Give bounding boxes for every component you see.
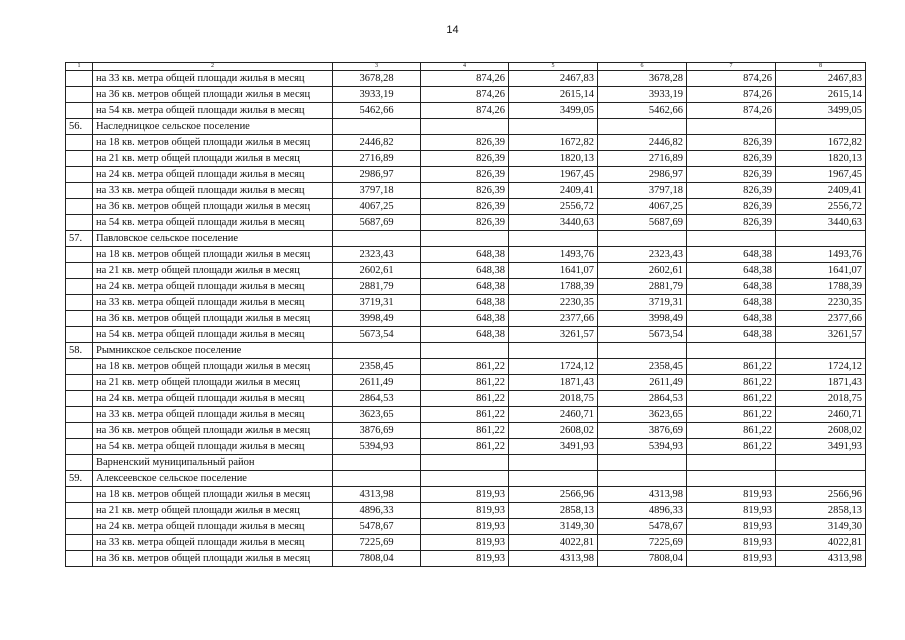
value-cell bbox=[509, 471, 598, 487]
column-number: 3 bbox=[333, 63, 421, 71]
value-cell bbox=[776, 343, 866, 359]
value-cell: 648,38 bbox=[687, 327, 776, 343]
row-number-cell bbox=[66, 199, 93, 215]
description-cell: на 24 кв. метра общей площади жилья в месяц bbox=[93, 519, 333, 535]
value-cell: 3491,93 bbox=[776, 439, 866, 455]
row-number-cell bbox=[66, 423, 93, 439]
value-cell: 4022,81 bbox=[509, 535, 598, 551]
description-cell: на 33 кв. метра общей площади жилья в месяц bbox=[93, 535, 333, 551]
value-cell: 2881,79 bbox=[333, 279, 421, 295]
row-number-cell bbox=[66, 455, 93, 471]
value-cell: 1641,07 bbox=[776, 263, 866, 279]
table-row bbox=[66, 215, 866, 231]
description-cell: на 21 кв. метр общей площади жилья в месяц bbox=[93, 503, 333, 519]
value-cell bbox=[509, 119, 598, 135]
table-row bbox=[66, 487, 866, 503]
value-cell bbox=[509, 231, 598, 247]
value-cell bbox=[421, 455, 509, 471]
value-cell: 1967,45 bbox=[776, 167, 866, 183]
row-number-cell bbox=[66, 551, 93, 567]
table-row bbox=[66, 391, 866, 407]
column-number: 8 bbox=[776, 63, 866, 71]
table-row bbox=[66, 87, 866, 103]
value-cell: 819,93 bbox=[421, 519, 509, 535]
value-cell bbox=[598, 343, 687, 359]
value-cell: 2230,35 bbox=[509, 295, 598, 311]
value-cell bbox=[687, 455, 776, 471]
value-cell: 2858,13 bbox=[509, 503, 598, 519]
value-cell: 3998,49 bbox=[598, 311, 687, 327]
row-number-cell bbox=[66, 391, 93, 407]
value-cell: 4896,33 bbox=[333, 503, 421, 519]
row-number-cell bbox=[66, 167, 93, 183]
description-cell: на 54 кв. метра общей площади жилья в месяц bbox=[93, 327, 333, 343]
row-number-cell bbox=[66, 407, 93, 423]
row-number-cell bbox=[66, 71, 93, 87]
description-cell: Варненский муниципальный район bbox=[93, 455, 333, 471]
description-cell: на 54 кв. метра общей площади жилья в месяц bbox=[93, 103, 333, 119]
value-cell bbox=[776, 231, 866, 247]
value-cell: 861,22 bbox=[421, 375, 509, 391]
table-row bbox=[66, 375, 866, 391]
value-cell: 4313,98 bbox=[333, 487, 421, 503]
value-cell bbox=[421, 471, 509, 487]
value-cell: 826,39 bbox=[687, 135, 776, 151]
description-cell: на 54 кв. метра общей площади жилья в месяц bbox=[93, 439, 333, 455]
value-cell: 1672,82 bbox=[776, 135, 866, 151]
value-cell: 2018,75 bbox=[776, 391, 866, 407]
value-cell: 861,22 bbox=[687, 439, 776, 455]
column-number-row bbox=[66, 63, 866, 71]
row-number-cell bbox=[66, 247, 93, 263]
value-cell bbox=[421, 343, 509, 359]
table-row bbox=[66, 503, 866, 519]
value-cell: 648,38 bbox=[687, 247, 776, 263]
value-cell: 5687,69 bbox=[333, 215, 421, 231]
row-number-cell bbox=[66, 151, 93, 167]
value-cell: 3678,28 bbox=[598, 71, 687, 87]
value-cell: 826,39 bbox=[421, 135, 509, 151]
description-cell: на 36 кв. метров общей площади жилья в месяц bbox=[93, 311, 333, 327]
value-cell: 861,22 bbox=[687, 375, 776, 391]
value-cell: 819,93 bbox=[421, 487, 509, 503]
value-cell: 861,22 bbox=[421, 391, 509, 407]
value-cell: 3261,57 bbox=[509, 327, 598, 343]
value-cell bbox=[598, 119, 687, 135]
table-row bbox=[66, 295, 866, 311]
value-cell: 1820,13 bbox=[509, 151, 598, 167]
value-cell bbox=[598, 455, 687, 471]
value-cell: 2986,97 bbox=[598, 167, 687, 183]
row-number-cell bbox=[66, 103, 93, 119]
description-cell: на 21 кв. метр общей площади жилья в месяц bbox=[93, 151, 333, 167]
table-row bbox=[66, 519, 866, 535]
row-number-cell bbox=[66, 183, 93, 199]
value-cell: 2611,49 bbox=[598, 375, 687, 391]
value-cell: 5462,66 bbox=[333, 103, 421, 119]
value-cell: 1788,39 bbox=[509, 279, 598, 295]
description-cell: на 24 кв. метра общей площади жилья в месяц bbox=[93, 167, 333, 183]
value-cell: 3149,30 bbox=[509, 519, 598, 535]
value-cell: 3623,65 bbox=[598, 407, 687, 423]
value-cell: 874,26 bbox=[687, 87, 776, 103]
value-cell: 5478,67 bbox=[598, 519, 687, 535]
value-cell: 2323,43 bbox=[598, 247, 687, 263]
tariff-table bbox=[65, 62, 866, 567]
value-cell bbox=[687, 471, 776, 487]
value-cell: 2864,53 bbox=[598, 391, 687, 407]
value-cell: 819,93 bbox=[687, 535, 776, 551]
value-cell: 2446,82 bbox=[333, 135, 421, 151]
value-cell: 1820,13 bbox=[776, 151, 866, 167]
value-cell bbox=[687, 119, 776, 135]
value-cell: 826,39 bbox=[687, 151, 776, 167]
value-cell: 648,38 bbox=[421, 263, 509, 279]
row-number-cell bbox=[66, 503, 93, 519]
column-number: 1 bbox=[66, 63, 93, 71]
value-cell: 826,39 bbox=[421, 215, 509, 231]
value-cell: 2556,72 bbox=[509, 199, 598, 215]
table-row bbox=[66, 343, 866, 359]
value-cell: 861,22 bbox=[687, 391, 776, 407]
value-cell: 874,26 bbox=[687, 71, 776, 87]
value-cell: 648,38 bbox=[687, 295, 776, 311]
value-cell: 5394,93 bbox=[598, 439, 687, 455]
value-cell: 3491,93 bbox=[509, 439, 598, 455]
row-number-cell bbox=[66, 375, 93, 391]
value-cell bbox=[509, 343, 598, 359]
value-cell: 2858,13 bbox=[776, 503, 866, 519]
table-row bbox=[66, 327, 866, 343]
value-cell: 2409,41 bbox=[776, 183, 866, 199]
value-cell: 7808,04 bbox=[598, 551, 687, 567]
value-cell: 861,22 bbox=[421, 439, 509, 455]
value-cell: 826,39 bbox=[687, 215, 776, 231]
value-cell: 2881,79 bbox=[598, 279, 687, 295]
value-cell: 2377,66 bbox=[776, 311, 866, 327]
value-cell: 1672,82 bbox=[509, 135, 598, 151]
value-cell: 1493,76 bbox=[776, 247, 866, 263]
description-cell: на 18 кв. метров общей площади жилья в месяц bbox=[93, 487, 333, 503]
description-cell: на 54 кв. метра общей площади жилья в месяц bbox=[93, 215, 333, 231]
value-cell: 874,26 bbox=[421, 103, 509, 119]
description-cell: на 21 кв. метр общей площади жилья в месяц bbox=[93, 263, 333, 279]
value-cell: 2556,72 bbox=[776, 199, 866, 215]
table-row bbox=[66, 455, 866, 471]
value-cell: 648,38 bbox=[421, 279, 509, 295]
value-cell: 819,93 bbox=[421, 551, 509, 567]
value-cell: 819,93 bbox=[687, 487, 776, 503]
value-cell: 648,38 bbox=[421, 247, 509, 263]
value-cell: 3440,63 bbox=[509, 215, 598, 231]
column-number: 7 bbox=[687, 63, 776, 71]
value-cell bbox=[687, 231, 776, 247]
value-cell bbox=[776, 119, 866, 135]
value-cell: 5462,66 bbox=[598, 103, 687, 119]
value-cell: 861,22 bbox=[421, 407, 509, 423]
row-number-cell: 58. bbox=[66, 343, 93, 359]
value-cell: 648,38 bbox=[421, 327, 509, 343]
page-number: 14 bbox=[446, 24, 459, 36]
value-cell: 5673,54 bbox=[598, 327, 687, 343]
value-cell: 861,22 bbox=[421, 423, 509, 439]
value-cell: 7225,69 bbox=[333, 535, 421, 551]
value-cell: 3933,19 bbox=[598, 87, 687, 103]
value-cell: 2716,89 bbox=[333, 151, 421, 167]
value-cell: 2986,97 bbox=[333, 167, 421, 183]
row-number-cell bbox=[66, 295, 93, 311]
value-cell: 5673,54 bbox=[333, 327, 421, 343]
column-number: 4 bbox=[421, 63, 509, 71]
table-row bbox=[66, 151, 866, 167]
value-cell: 819,93 bbox=[687, 503, 776, 519]
table-row bbox=[66, 119, 866, 135]
value-cell: 4022,81 bbox=[776, 535, 866, 551]
value-cell: 819,93 bbox=[687, 551, 776, 567]
value-cell: 2566,96 bbox=[776, 487, 866, 503]
table-row bbox=[66, 135, 866, 151]
value-cell: 3797,18 bbox=[598, 183, 687, 199]
value-cell: 2602,61 bbox=[598, 263, 687, 279]
value-cell: 2467,83 bbox=[509, 71, 598, 87]
row-number-cell bbox=[66, 327, 93, 343]
value-cell: 2608,02 bbox=[776, 423, 866, 439]
value-cell: 3797,18 bbox=[333, 183, 421, 199]
value-cell: 3998,49 bbox=[333, 311, 421, 327]
value-cell: 648,38 bbox=[687, 311, 776, 327]
row-number-cell bbox=[66, 439, 93, 455]
value-cell: 874,26 bbox=[421, 87, 509, 103]
row-number-cell bbox=[66, 215, 93, 231]
value-cell bbox=[333, 471, 421, 487]
value-cell: 3876,69 bbox=[333, 423, 421, 439]
row-number-cell bbox=[66, 487, 93, 503]
row-number-cell bbox=[66, 263, 93, 279]
value-cell bbox=[421, 119, 509, 135]
value-cell bbox=[776, 455, 866, 471]
value-cell: 3149,30 bbox=[776, 519, 866, 535]
value-cell: 1724,12 bbox=[776, 359, 866, 375]
table-row bbox=[66, 439, 866, 455]
value-cell: 3440,63 bbox=[776, 215, 866, 231]
description-cell: на 36 кв. метров общей площади жилья в месяц bbox=[93, 551, 333, 567]
description-cell: на 33 кв. метра общей площади жилья в месяц bbox=[93, 183, 333, 199]
value-cell: 826,39 bbox=[421, 167, 509, 183]
value-cell: 1724,12 bbox=[509, 359, 598, 375]
value-cell: 1871,43 bbox=[776, 375, 866, 391]
value-cell: 2611,49 bbox=[333, 375, 421, 391]
value-cell: 5478,67 bbox=[333, 519, 421, 535]
description-cell: на 36 кв. метров общей площади жилья в месяц bbox=[93, 87, 333, 103]
value-cell: 648,38 bbox=[421, 295, 509, 311]
value-cell: 5394,93 bbox=[333, 439, 421, 455]
value-cell: 861,22 bbox=[687, 359, 776, 375]
value-cell bbox=[509, 455, 598, 471]
table-row bbox=[66, 231, 866, 247]
value-cell: 2602,61 bbox=[333, 263, 421, 279]
value-cell bbox=[598, 231, 687, 247]
value-cell bbox=[776, 471, 866, 487]
value-cell: 2566,96 bbox=[509, 487, 598, 503]
value-cell bbox=[333, 119, 421, 135]
description-cell: Рымникское сельское поселение bbox=[93, 343, 333, 359]
value-cell: 2018,75 bbox=[509, 391, 598, 407]
table-row bbox=[66, 263, 866, 279]
row-number-cell bbox=[66, 519, 93, 535]
value-cell: 2460,71 bbox=[776, 407, 866, 423]
table-row bbox=[66, 551, 866, 567]
value-cell: 2615,14 bbox=[509, 87, 598, 103]
value-cell: 861,22 bbox=[687, 407, 776, 423]
table-row bbox=[66, 247, 866, 263]
value-cell: 819,93 bbox=[421, 503, 509, 519]
value-cell: 1967,45 bbox=[509, 167, 598, 183]
description-cell: на 33 кв. метра общей площади жилья в месяц bbox=[93, 295, 333, 311]
table-row bbox=[66, 359, 866, 375]
row-number-cell bbox=[66, 311, 93, 327]
value-cell: 2358,45 bbox=[333, 359, 421, 375]
row-number-cell: 57. bbox=[66, 231, 93, 247]
value-cell: 2409,41 bbox=[509, 183, 598, 199]
value-cell: 874,26 bbox=[687, 103, 776, 119]
value-cell: 1493,76 bbox=[509, 247, 598, 263]
value-cell: 3261,57 bbox=[776, 327, 866, 343]
value-cell: 1641,07 bbox=[509, 263, 598, 279]
row-number-cell: 56. bbox=[66, 119, 93, 135]
table-row bbox=[66, 423, 866, 439]
table-row bbox=[66, 279, 866, 295]
description-cell: на 36 кв. метров общей площади жилья в месяц bbox=[93, 423, 333, 439]
row-number-cell bbox=[66, 135, 93, 151]
description-cell: на 24 кв. метра общей площади жилья в месяц bbox=[93, 279, 333, 295]
value-cell: 2467,83 bbox=[776, 71, 866, 87]
value-cell: 4067,25 bbox=[598, 199, 687, 215]
description-cell: на 33 кв. метра общей площади жилья в месяц bbox=[93, 407, 333, 423]
table-row bbox=[66, 103, 866, 119]
description-cell: на 24 кв. метра общей площади жилья в месяц bbox=[93, 391, 333, 407]
value-cell: 1871,43 bbox=[509, 375, 598, 391]
row-number-cell bbox=[66, 535, 93, 551]
description-cell: на 33 кв. метра общей площади жилья в месяц bbox=[93, 71, 333, 87]
value-cell: 2716,89 bbox=[598, 151, 687, 167]
value-cell: 648,38 bbox=[687, 263, 776, 279]
value-cell: 819,93 bbox=[687, 519, 776, 535]
table-row bbox=[66, 311, 866, 327]
value-cell: 4896,33 bbox=[598, 503, 687, 519]
value-cell: 826,39 bbox=[421, 199, 509, 215]
value-cell: 3499,05 bbox=[509, 103, 598, 119]
value-cell: 4313,98 bbox=[598, 487, 687, 503]
column-number: 5 bbox=[509, 63, 598, 71]
value-cell: 4313,98 bbox=[509, 551, 598, 567]
value-cell: 2323,43 bbox=[333, 247, 421, 263]
value-cell: 4067,25 bbox=[333, 199, 421, 215]
description-cell: Алексеевское сельское поселение bbox=[93, 471, 333, 487]
row-number-cell bbox=[66, 359, 93, 375]
row-number-cell: 59. bbox=[66, 471, 93, 487]
value-cell: 2446,82 bbox=[598, 135, 687, 151]
value-cell: 826,39 bbox=[687, 167, 776, 183]
table-body bbox=[66, 63, 866, 567]
value-cell: 3499,05 bbox=[776, 103, 866, 119]
value-cell bbox=[333, 455, 421, 471]
value-cell: 3876,69 bbox=[598, 423, 687, 439]
value-cell: 3719,31 bbox=[333, 295, 421, 311]
row-number-cell bbox=[66, 279, 93, 295]
value-cell: 2377,66 bbox=[509, 311, 598, 327]
value-cell: 5687,69 bbox=[598, 215, 687, 231]
description-cell: Павловское сельское поселение bbox=[93, 231, 333, 247]
table-row bbox=[66, 471, 866, 487]
value-cell: 2608,02 bbox=[509, 423, 598, 439]
description-cell: на 21 кв. метр общей площади жилья в месяц bbox=[93, 375, 333, 391]
value-cell: 7808,04 bbox=[333, 551, 421, 567]
value-cell: 826,39 bbox=[687, 183, 776, 199]
value-cell: 7225,69 bbox=[598, 535, 687, 551]
value-cell bbox=[687, 343, 776, 359]
value-cell: 4313,98 bbox=[776, 551, 866, 567]
value-cell: 874,26 bbox=[421, 71, 509, 87]
table-row bbox=[66, 535, 866, 551]
value-cell: 3719,31 bbox=[598, 295, 687, 311]
value-cell: 861,22 bbox=[421, 359, 509, 375]
value-cell: 2230,35 bbox=[776, 295, 866, 311]
value-cell: 3678,28 bbox=[333, 71, 421, 87]
row-number-cell bbox=[66, 87, 93, 103]
value-cell: 648,38 bbox=[421, 311, 509, 327]
column-number: 2 bbox=[93, 63, 333, 71]
table-row bbox=[66, 167, 866, 183]
value-cell bbox=[421, 231, 509, 247]
value-cell: 826,39 bbox=[421, 183, 509, 199]
value-cell: 3623,65 bbox=[333, 407, 421, 423]
value-cell bbox=[598, 471, 687, 487]
description-cell: на 36 кв. метров общей площади жилья в месяц bbox=[93, 199, 333, 215]
value-cell: 861,22 bbox=[687, 423, 776, 439]
description-cell: Наследницкое сельское поселение bbox=[93, 119, 333, 135]
value-cell: 1788,39 bbox=[776, 279, 866, 295]
table-row bbox=[66, 407, 866, 423]
value-cell: 2460,71 bbox=[509, 407, 598, 423]
description-cell: на 18 кв. метров общей площади жилья в месяц bbox=[93, 247, 333, 263]
value-cell bbox=[333, 343, 421, 359]
description-cell: на 18 кв. метров общей площади жилья в месяц bbox=[93, 359, 333, 375]
table-row bbox=[66, 71, 866, 87]
value-cell: 648,38 bbox=[687, 279, 776, 295]
table-row bbox=[66, 199, 866, 215]
value-cell: 826,39 bbox=[421, 151, 509, 167]
description-cell: на 18 кв. метров общей площади жилья в месяц bbox=[93, 135, 333, 151]
value-cell: 2358,45 bbox=[598, 359, 687, 375]
value-cell: 819,93 bbox=[421, 535, 509, 551]
value-cell: 3933,19 bbox=[333, 87, 421, 103]
value-cell: 2615,14 bbox=[776, 87, 866, 103]
column-number: 6 bbox=[598, 63, 687, 71]
table-row bbox=[66, 183, 866, 199]
value-cell: 2864,53 bbox=[333, 391, 421, 407]
value-cell: 826,39 bbox=[687, 199, 776, 215]
value-cell bbox=[333, 231, 421, 247]
